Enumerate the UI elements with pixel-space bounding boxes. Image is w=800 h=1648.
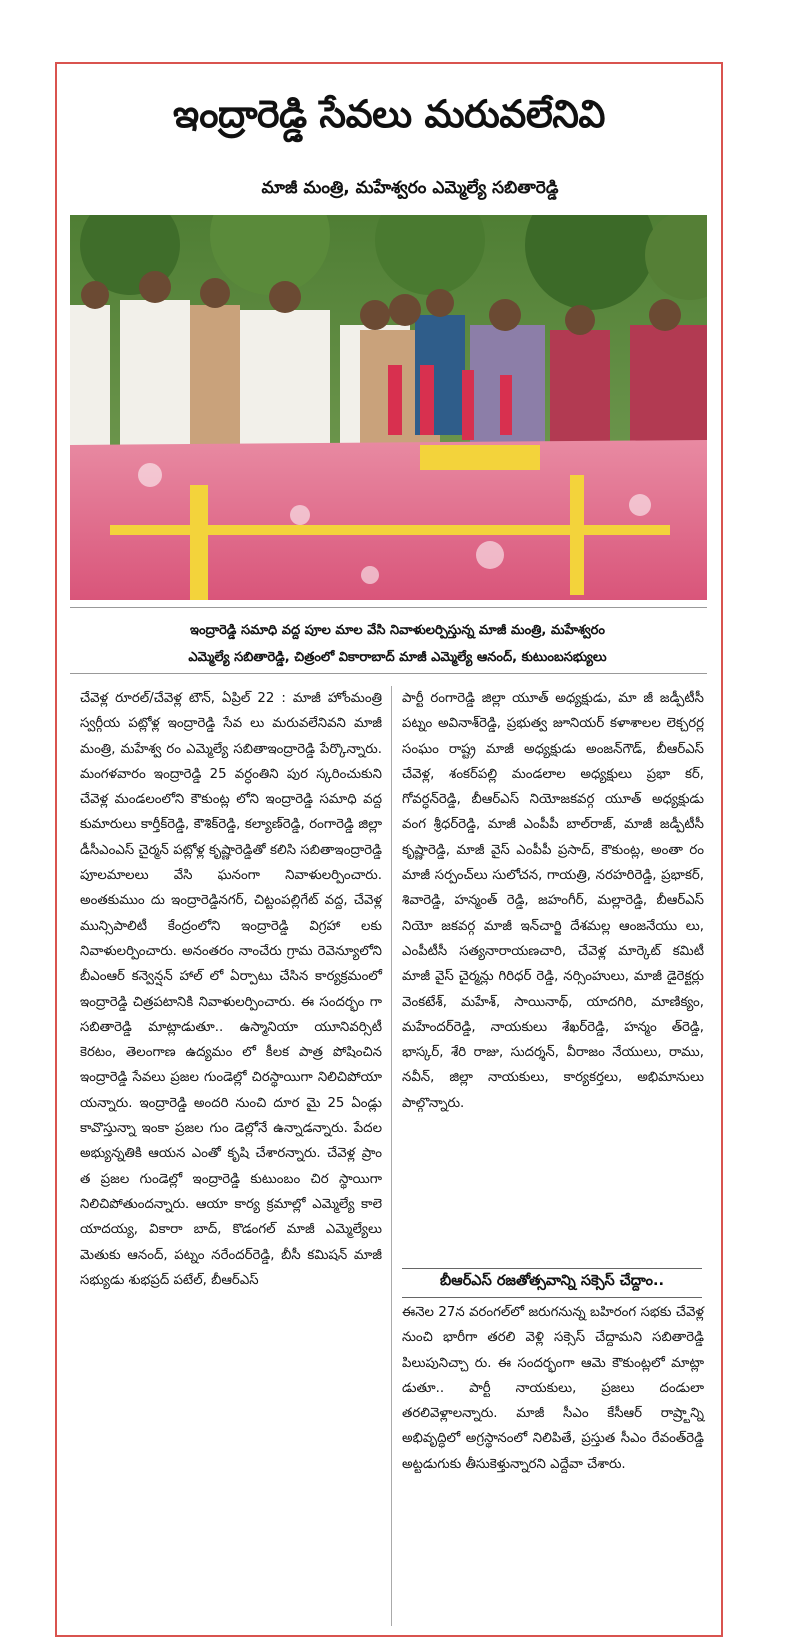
caption-line-1: ఇంద్రారెడ్డి సమాధి వద్ద పూల మాల వేసి నివాళులర్పిస్తున్న మాజీ మంత్రి, మహేశ్వరం: [190, 623, 605, 638]
subheadline: మాజీ మంత్రి, మహేశ్వరం ఎమ్మెల్యే సబితారెడ్డి: [261, 178, 559, 198]
body-paragraph-right: పార్టీ రంగారెడ్డి జిల్లా యూత్ అధ్యక్షుడు, మా జీ జడ్పీటీసీ పట్నం అవినాశ్‌రెడ్డి, ప్రభుత్వ జూనియర్ కళాశాలల లెక్చరర్ల సంఘం రాష్ట్ర మాజీ అధ్యక్షుడు అంజన్‌గౌడ్, బీఆర్ఎస్ చేవెళ్ల, శంకర్‌పల్లి మండలాల అధ్యక్షులు ప్రభా కర్, గోవర్ధన్‌రెడ్డి, బీఆర్ఎస్ నియోజకవర్గ యూత్ అధ్యక్షుడు వంగ శ్రీధర్‌రెడ్డి, మాజీ ఎంపీపీ బాల్‌రాజ్, మాజీ జడ్పీటీసీ కృష్ణారెడ్డి, మాజీ వైస్ ఎంపీపీ ప్రసాద్, కౌకుంట్ల, అంతా రం మాజీ సర్పంచ్‌లు సులోచన, గాయత్రి, నరహరిరెడ్డి, ప్రభాకర్, శివారెడ్డి, హన్మంత్ రెడ్డి, జహంగీర్, మల్లారెడ్డి, బీఆర్ఎస్ నియో జకవర్గ మాజీ ఇన్‌చార్జి దేశమల్ల ఆంజనేయు లు, ఎంపీటీసీ సత్యనారాయణచారి, చేవెళ్ల మార్కెట్ కమిటీ మాజీ వైస్ చైర్మన్లు గిరిధర్ రెడ్డి, నర్సింహులు, మాజీ డైరెక్టర్లు వెంకటేశ్, మహేశ్, సాయినాథ్, యాదగిరి, మాణిక్యం, మహేందర్‌రెడ్డి, నాయకులు శేఖర్‌రెడ్డి, హన్మం త్‌రెడ్డి, భాస్కర్, శేరి రాజు, సుదర్శన్, వీరాజం నేయులు, రాము, నవీన్, జిల్లా నాయకులు, కార్యకర్తలు, అభిమానులు పాల్గొన్నారు.: [402, 691, 704, 1111]
article-body-left-column: [80, 686, 382, 1293]
photo-caption: [90, 617, 705, 671]
headline: ఇంద్రారెడ్డి సేవలు మరువలేనివి: [173, 92, 605, 136]
news-photo: [70, 215, 707, 600]
photo-illustration: [70, 215, 707, 600]
caption-line-2: ఎమ్మెల్యే సబితారెడ్డి, చిత్రంలో వికారాబాద్ మాజీ ఎమ్మెల్యే ఆనంద్, కుటుంబసభ్యులు: [188, 650, 607, 665]
body-paragraph-left: చేవెళ్ల రూరల్/చేవెళ్ల టౌన్, ఏప్రిల్ 22 : మాజీ హోంమంత్రి స్వర్గీయ పట్లోళ్ల ఇంద్రారెడ్డి సేవ లు మరువలేనివని మాజీ మంత్రి, మహేశ్వ రం ఎమ్మెల్యే సబితాఇంద్రారెడ్డి పేర్కొన్నారు. మంగళవారం ఇంద్రారెడ్డి 25 వర్ధంతిని పుర స్కరించుకుని చేవెళ్ల మండలంలోని కౌకుంట్ల లోని ఇంద్రారెడ్డి సమాధి వద్ద కుమారులు కార్తీక్‌రెడ్డి, కౌశిక్‌రెడ్డి, కల్యాణ్‌రెడ్డి, రంగారెడ్డి జిల్లా డీసీఎంఎస్ చైర్మన్ పట్లోళ్ల కృష్ణారెడ్డితో కలిసి సబితాఇంద్రారెడ్డి పూలమాలలు వేసి ఘనంగా నివాళులర్పించారు. అంతకుముం దు ఇంద్రారెడ్డినగర్, చిట్టంపల్లిగేట్ వద్ద, చేవెళ్ల మున్సిపాలిటీ కేంద్రంలోని ఇంద్రారెడ్డి విగ్రహా లకు నివాళులర్పించారు. అనంతరం నాంచేరు గ్రామ రెవెన్యూలోని బీఎంఆర్ కన్వెన్షన్ హాల్ లో ఏర్పాటు చేసిన కార్యక్రమంలో ఇంద్రారెడ్డి చిత్రపటానికి నివాళులర్పించారు. ఈ సందర్భం గా సబితారెడ్డి మాట్లాడుతూ.. ఉస్మానియా యూనివర్సిటీ కెరటం, తెలంగాణ ఉద్యమం లో కీలక పాత్ర పోషించిన ఇంద్రారెడ్డి సేవలు ప్రజల గుండెల్లో చిరస్థాయిగా నిలిచిపోయా యన్నారు. ఇంద్రారెడ్డి అందరి నుంచి దూర మై 25 ఏండ్లు కావొస్తున్నా ఇంకా ప్రజల గుం డెల్లోనే ఉన్నాడన్నారు. పేదల అభ్యున్నతికి ఆయన ఎంతో కృషి చేశారన్నారు. చేవెళ్ల ప్రాం త ప్రజల గుండెల్లో ఇంద్రారెడ్డి కుటుంబం చిర స్థాయిగా నిలిచిపోతుందన్నారు. ఆయా కార్య క్రమాల్లో ఎమ్మెల్యే కాలె యాదయ్య, వికారా బాద్, కొడంగల్ మాజీ ఎమ్మెల్యేలు మెతుకు ఆనంద్, పట్నం నరేందర్‌రెడ్డి, బీసీ కమిషన్ మాజీ సభ్యుడు శుభప్రద్ పటేల్, బీఆర్ఎస్: [80, 691, 382, 1288]
article-body-right-column: [402, 686, 704, 1116]
column-divider: [391, 686, 392, 1626]
article-body-right-column-2: [402, 1300, 704, 1477]
caption-bottom-rule: [70, 673, 707, 674]
sub-heading: బీఆర్ఎస్ రజతోత్సవాన్ని సక్సెస్ చేద్దాం..: [402, 1268, 702, 1298]
caption-top-rule: [70, 607, 707, 608]
body-paragraph-right-2: ఈనెల 27న వరంగల్‌లో జరుగనున్న బహిరంగ సభకు చేవెళ్ల నుంచి భారీగా తరలి వెళ్లి సక్సెస్ చేద్దామని సబితారెడ్డి పిలుపునిచ్చా రు. ఈ సందర్భంగా ఆమె కౌకుంట్లలో మాట్లా డుతూ.. పార్టీ నాయకులు, ప్రజలు దండులా తరలివెళ్లాలన్నారు. మాజీ సీఎం కేసీఆర్ రాష్ర్టాన్ని అభివృద్ధిలో అగ్రస్థానంలో నిలిపితే, ప్రస్తుత సీఎం రేవంత్‌రెడ్డి అట్టడుగుకు తీసుకెళ్తున్నారని ఎద్దేవా చేశారు.: [402, 1305, 704, 1472]
